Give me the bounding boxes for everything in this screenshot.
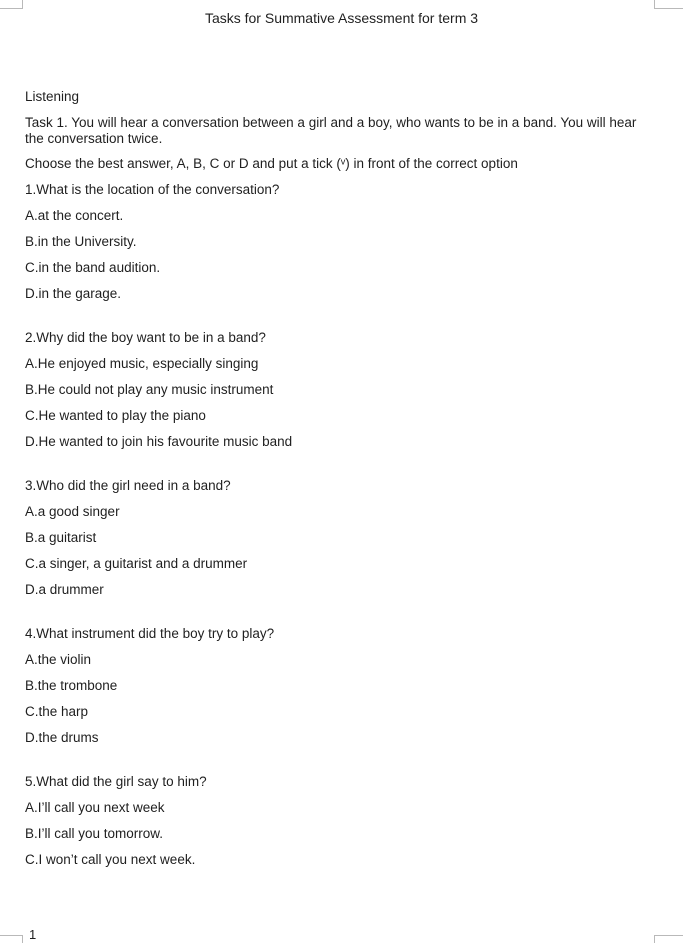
question-block xyxy=(25,477,655,599)
question-text: 5.What did the girl say to him? xyxy=(25,774,207,789)
crop-mark-bottom-right-v xyxy=(654,935,655,943)
answer-option[interactable]: B.in the University. xyxy=(25,234,137,249)
section-heading: Listening xyxy=(25,89,80,104)
question-block xyxy=(25,773,655,869)
crop-mark-bottom-left-v xyxy=(22,935,23,943)
answer-option[interactable]: A.He enjoyed music, especially singing xyxy=(25,356,259,371)
answer-option[interactable]: D.in the garage. xyxy=(25,286,122,301)
page-number: 1 xyxy=(29,927,37,942)
document-body xyxy=(25,88,655,895)
question-block xyxy=(25,625,655,747)
answer-option[interactable]: B.I’ll call you tomorrow. xyxy=(25,826,164,841)
answer-option[interactable]: C.a singer, a guitarist and a drummer xyxy=(25,556,248,571)
question-text: 4.What instrument did the boy try to play? xyxy=(25,626,275,641)
answer-option[interactable]: B.He could not play any music instrument xyxy=(25,382,274,397)
page-title: Tasks for Summative Assessment for term 3 xyxy=(204,10,479,26)
answer-option[interactable]: B.the trombone xyxy=(25,678,118,693)
answer-option[interactable]: C.the harp xyxy=(25,704,89,719)
task-intro xyxy=(25,115,655,147)
answer-option[interactable]: B.a guitarist xyxy=(25,530,97,545)
answer-option[interactable]: D.He wanted to join his favourite music band xyxy=(25,434,293,449)
question-text: 3.Who did the girl need in a band? xyxy=(25,478,231,493)
crop-mark-top-left-h xyxy=(0,8,22,9)
crop-mark-bottom-left-h xyxy=(0,935,23,936)
question-block xyxy=(25,329,655,451)
crop-mark-top-left-v xyxy=(22,0,23,9)
answer-option[interactable]: C.He wanted to play the piano xyxy=(25,408,206,423)
task-text: . You will hear a conversation between a girl and a boy, who wants to be in a band. You will hear the conversation twice. xyxy=(25,115,637,146)
crop-mark-top-right-h xyxy=(654,8,683,9)
question-text: 2.Why did the boy want to be in a band? xyxy=(25,330,266,345)
answer-option[interactable]: D.a drummer xyxy=(25,582,104,597)
answer-option[interactable]: A.at the concert. xyxy=(25,208,124,223)
question-list xyxy=(25,181,655,869)
answer-option[interactable]: D.the drums xyxy=(25,730,99,745)
answer-option[interactable]: C.in the band audition. xyxy=(25,260,161,275)
answer-option[interactable]: A.I’ll call you next week xyxy=(25,800,165,815)
question-block xyxy=(25,181,655,303)
answer-option[interactable]: A.a good singer xyxy=(25,504,120,519)
crop-mark-bottom-right-h xyxy=(654,935,683,936)
task-label: Task 1 xyxy=(25,115,65,130)
task-instruction: Choose the best answer, A, B, C or D and put a tick (ᵛ) in front of the correct option xyxy=(25,156,518,171)
answer-option[interactable]: A.the violin xyxy=(25,652,92,667)
crop-mark-top-right-v xyxy=(654,0,655,9)
question-text: 1.What is the location of the conversation? xyxy=(25,182,280,197)
answer-option[interactable]: C.I won’t call you next week. xyxy=(25,852,196,867)
